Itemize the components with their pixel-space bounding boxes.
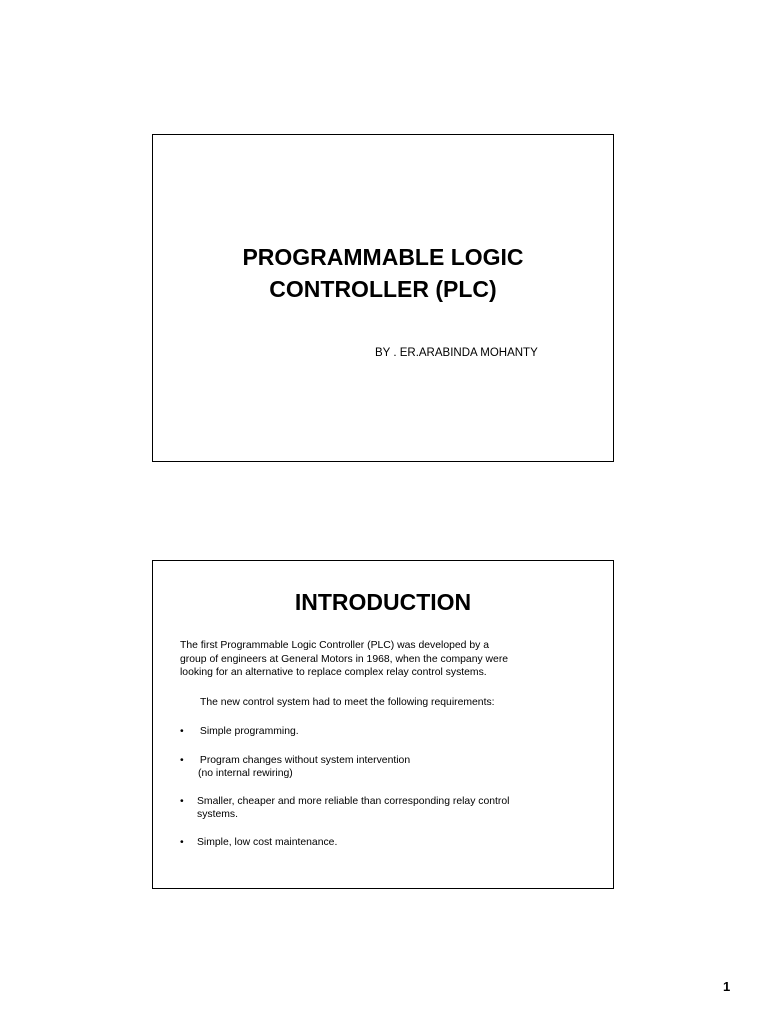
requirement-bullet — [180, 837, 600, 850]
title-line-2: CONTROLLER (PLC) — [269, 276, 497, 302]
document-title — [153, 241, 613, 305]
introduction-paragraph — [180, 639, 590, 680]
bullet-marker: • — [180, 755, 184, 766]
bullet-text: Program changes without system intervention — [197, 755, 411, 766]
page-number: 1 — [723, 979, 731, 994]
intro-line-3: looking for an alternative to replace complex relay control systems. — [180, 667, 487, 679]
requirements-intro: The new control system had to meet the following requirements: — [200, 697, 495, 708]
author-line: BY . ER.ARABINDA MOHANTY — [375, 347, 538, 359]
bullet-marker: • — [180, 726, 184, 737]
bullet-marker: • — [180, 796, 184, 807]
introduction-slide — [152, 560, 614, 889]
bullet-marker: • — [180, 837, 184, 848]
bullet-text: Smaller, cheaper and more reliable than corresponding relay control — [197, 796, 510, 807]
title-line-1: PROGRAMMABLE LOGIC — [242, 244, 524, 270]
requirement-bullet — [180, 726, 600, 739]
bullet-text: Simple, low cost maintenance. — [197, 837, 338, 848]
requirement-bullet — [180, 796, 600, 821]
bullet-text: Simple programming. — [197, 726, 299, 737]
title-slide — [152, 134, 614, 462]
requirement-bullet — [180, 755, 600, 780]
intro-line-2: group of engineers at General Motors in 1968, when the company were — [180, 653, 509, 665]
intro-line-1: The first Programmable Logic Controller (PLC) was developed by a — [180, 640, 489, 651]
bullet-text-continuation: (no internal rewiring) — [198, 767, 293, 779]
bullet-text-continuation: systems. — [197, 808, 238, 820]
introduction-title: INTRODUCTION — [294, 589, 472, 615]
